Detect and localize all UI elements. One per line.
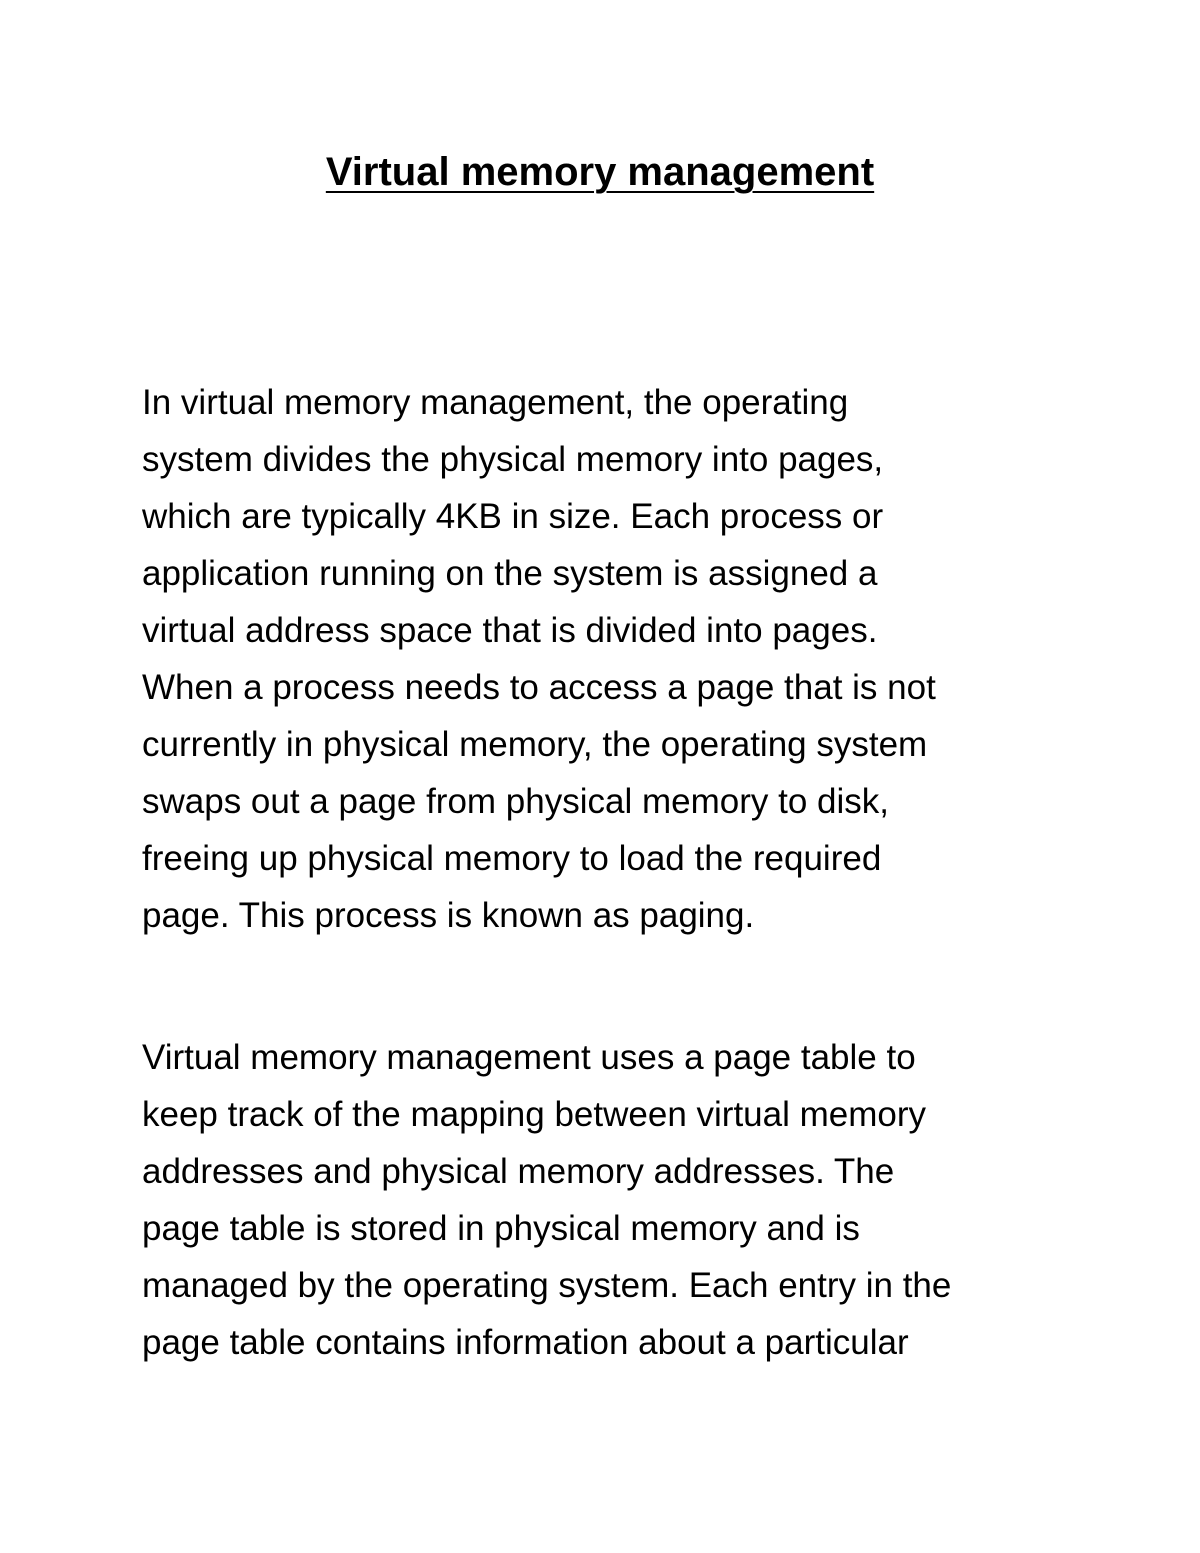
text-line: page table is stored in physical memory and is <box>142 1209 860 1248</box>
text-line: application running on the system is assigned a <box>142 554 878 593</box>
text-line: freeing up physical memory to load the required <box>142 839 882 878</box>
paragraph-paging <box>142 374 1082 944</box>
text-line: addresses and physical memory addresses. The <box>142 1152 895 1191</box>
text-line: virtual address space that is divided into pages. <box>142 611 878 650</box>
text-line: page table contains information about a particular <box>142 1323 909 1362</box>
text-line: keep track of the mapping between virtual memory <box>142 1095 926 1134</box>
text-line: which are typically 4KB in size. Each process or <box>142 497 884 536</box>
text-line: In virtual memory management, the operating <box>142 383 849 422</box>
text-line: Virtual memory management uses a page table to <box>142 1038 916 1077</box>
text-line: system divides the physical memory into pages, <box>142 440 884 479</box>
text-line: page. This process is known as paging. <box>142 896 755 935</box>
text-line: managed by the operating system. Each entry in the <box>142 1266 952 1305</box>
text-line: swaps out a page from physical memory to disk, <box>142 782 889 821</box>
paragraph-page-table <box>142 1029 1082 1371</box>
page-title: Virtual memory management <box>325 150 875 194</box>
text-line: currently in physical memory, the operating system <box>142 725 928 764</box>
text-line: When a process needs to access a page that is not <box>142 668 936 707</box>
